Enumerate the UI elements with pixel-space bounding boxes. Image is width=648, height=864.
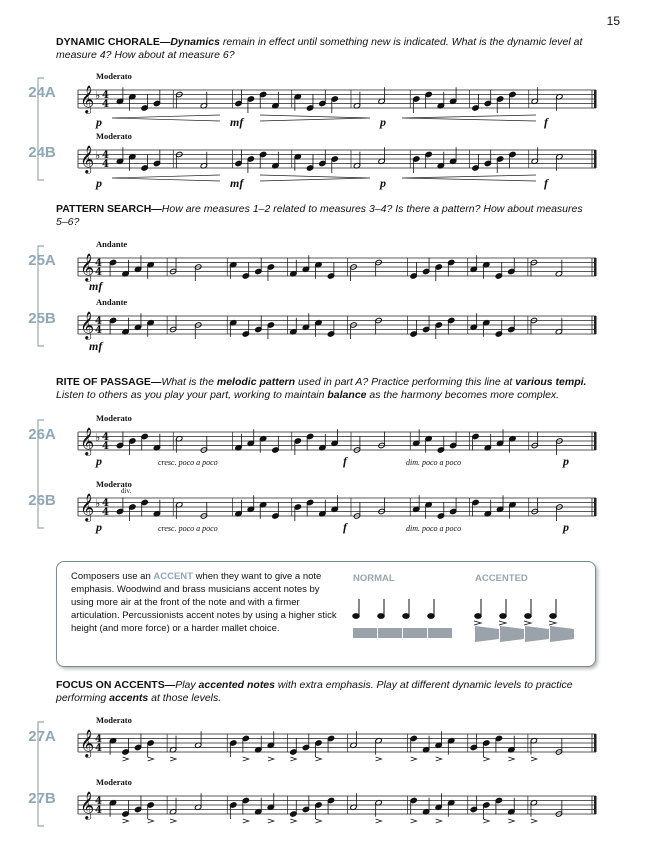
note bbox=[116, 498, 123, 515]
dim-marking: dim. poco a poco bbox=[406, 458, 462, 467]
note bbox=[410, 735, 417, 761]
note bbox=[555, 738, 562, 755]
note bbox=[195, 322, 202, 339]
note bbox=[472, 499, 479, 516]
decrescendo-hairpin bbox=[260, 175, 370, 181]
section-dynamic-chorale: DYNAMIC CHORALE—Dynamics remain in effect until something new is indicated. What is the dynamic level at measure 4? How about at measure 6? bbox=[56, 36, 583, 61]
exercise-label: 25A bbox=[28, 252, 56, 269]
staff-24b bbox=[78, 145, 597, 174]
note bbox=[435, 322, 442, 339]
time-sig-bottom: 4 bbox=[95, 267, 102, 278]
note bbox=[470, 796, 477, 813]
dynamic-p: p bbox=[96, 454, 102, 468]
note bbox=[531, 432, 538, 449]
note bbox=[448, 317, 455, 334]
note bbox=[255, 316, 262, 333]
accented-title: ACCENTED bbox=[475, 573, 528, 584]
accent-mark bbox=[483, 757, 489, 761]
note bbox=[508, 798, 515, 823]
treble-clef-icon: 𝄞 bbox=[80, 85, 95, 113]
exercise-label: 27B bbox=[28, 790, 56, 807]
treble-clef-icon: 𝄞 bbox=[80, 729, 95, 757]
note bbox=[508, 316, 515, 333]
note bbox=[448, 259, 455, 276]
note bbox=[319, 150, 326, 167]
crescendo-hairpin bbox=[402, 175, 536, 181]
time-sig-top: 4 bbox=[95, 316, 102, 327]
note bbox=[267, 731, 274, 761]
note bbox=[422, 316, 429, 333]
exercise-label: 24A bbox=[28, 84, 56, 101]
note bbox=[484, 150, 491, 167]
note bbox=[272, 436, 279, 453]
note bbox=[410, 262, 417, 279]
note bbox=[306, 433, 313, 450]
accent-mark bbox=[376, 757, 382, 761]
note bbox=[410, 797, 417, 823]
section-title: DYNAMIC CHORALE— bbox=[56, 36, 171, 48]
dynamic-f: f bbox=[544, 115, 548, 129]
note bbox=[509, 91, 516, 108]
tempo-marking: Moderato bbox=[96, 479, 132, 489]
note bbox=[530, 317, 537, 334]
crescendo-hairpin bbox=[402, 115, 536, 121]
note bbox=[242, 262, 249, 279]
note bbox=[350, 322, 357, 339]
note bbox=[495, 320, 502, 337]
exercise-label: 24B bbox=[28, 144, 56, 161]
note bbox=[255, 258, 262, 275]
time-sig-bottom: 4 bbox=[95, 805, 102, 816]
note bbox=[259, 151, 266, 168]
note bbox=[437, 502, 444, 519]
note bbox=[509, 151, 516, 168]
tempo-marking: Andante bbox=[96, 297, 128, 307]
note bbox=[267, 322, 274, 339]
section-focus-on-accents: FOCUS ON ACCENTS—Play accented notes with extra emphasis. Play at different dynamic levels to practice performing accents at those levels. bbox=[56, 679, 573, 704]
note bbox=[259, 91, 266, 108]
staff-26b bbox=[78, 493, 597, 522]
section-title: FOCUS ON ACCENTS— bbox=[56, 679, 176, 691]
note bbox=[153, 150, 160, 167]
accent-mark bbox=[170, 757, 176, 761]
note bbox=[530, 800, 537, 823]
flat-icon: ♭ bbox=[95, 149, 101, 162]
accent-mark bbox=[376, 819, 382, 823]
flat-icon: ♭ bbox=[95, 89, 101, 102]
accent-mark bbox=[243, 819, 249, 823]
note bbox=[508, 258, 515, 275]
note bbox=[122, 738, 129, 761]
note bbox=[302, 796, 309, 813]
note bbox=[508, 736, 515, 761]
note bbox=[267, 264, 274, 281]
note bbox=[413, 96, 420, 113]
tempo-marking: Moderato bbox=[96, 777, 132, 787]
time-sig-bottom: 4 bbox=[95, 325, 102, 336]
dynamic-p: p bbox=[96, 176, 102, 190]
treble-clef-icon: 𝄞 bbox=[80, 311, 95, 339]
tempo-marking: Moderato bbox=[96, 413, 132, 423]
time-sig-top: 4 bbox=[102, 150, 109, 161]
time-sig-bottom: 4 bbox=[102, 159, 109, 170]
time-sig-top: 4 bbox=[95, 796, 102, 807]
staff-27a bbox=[78, 729, 597, 761]
treble-clef-icon: 𝄞 bbox=[80, 253, 95, 281]
note bbox=[495, 262, 502, 279]
note bbox=[109, 259, 116, 276]
exercise-label: 25B bbox=[28, 310, 56, 327]
note bbox=[327, 797, 334, 814]
note bbox=[556, 438, 563, 455]
flat-icon: ♭ bbox=[95, 431, 101, 444]
note bbox=[169, 316, 176, 333]
note bbox=[176, 91, 183, 108]
crescendo-hairpin bbox=[112, 175, 220, 181]
accent-term: ACCENT bbox=[153, 571, 193, 582]
note bbox=[235, 150, 242, 167]
note bbox=[169, 798, 176, 823]
accent-mark bbox=[123, 819, 129, 823]
note bbox=[141, 499, 148, 516]
accent-mark bbox=[290, 757, 296, 761]
accent-mark bbox=[148, 757, 154, 761]
tempo-marking: Moderato bbox=[96, 71, 132, 81]
tempo-marking: Moderato bbox=[96, 131, 132, 141]
note bbox=[141, 94, 148, 111]
accent-mark bbox=[411, 757, 417, 761]
note bbox=[327, 262, 334, 279]
note bbox=[200, 436, 207, 453]
note bbox=[555, 800, 562, 817]
note bbox=[319, 90, 326, 107]
accent-mark bbox=[148, 819, 154, 823]
time-sig-bottom: 4 bbox=[102, 99, 109, 110]
note bbox=[425, 151, 432, 168]
note bbox=[147, 740, 154, 761]
note bbox=[242, 320, 249, 337]
note bbox=[425, 91, 432, 108]
dynamic-mf: mf bbox=[230, 176, 244, 190]
note bbox=[437, 436, 444, 453]
decrescendo-hairpin bbox=[260, 115, 370, 121]
time-sig-top: 4 bbox=[95, 258, 102, 269]
accent-mark bbox=[508, 819, 514, 823]
note bbox=[290, 800, 297, 823]
accent-mark bbox=[315, 819, 321, 823]
note bbox=[122, 800, 129, 823]
note bbox=[242, 735, 249, 761]
staff-24a bbox=[78, 85, 597, 114]
staff-25a bbox=[78, 253, 597, 282]
div-marking: div. bbox=[121, 487, 132, 495]
note bbox=[435, 793, 442, 823]
time-sig-bottom: 4 bbox=[95, 743, 102, 754]
time-sig-bottom: 4 bbox=[102, 507, 109, 518]
dynamic-mf: mf bbox=[230, 115, 244, 129]
note bbox=[375, 317, 382, 334]
tempo-marking: Moderato bbox=[96, 715, 132, 725]
treble-clef-icon: 𝄞 bbox=[80, 427, 95, 455]
accent-mark bbox=[243, 757, 249, 761]
note bbox=[242, 797, 249, 823]
accent-mark bbox=[170, 819, 176, 823]
accent-mark bbox=[315, 757, 321, 761]
note bbox=[267, 793, 274, 823]
note bbox=[378, 498, 385, 515]
note bbox=[230, 802, 237, 819]
note bbox=[483, 740, 490, 761]
tempo-marking: Andante bbox=[96, 239, 128, 249]
time-sig-top: 4 bbox=[102, 498, 109, 509]
note bbox=[315, 802, 322, 823]
note bbox=[134, 734, 141, 751]
note bbox=[496, 96, 503, 113]
staff-25b bbox=[78, 311, 597, 340]
section-title: PATTERN SEARCH— bbox=[56, 203, 162, 215]
note bbox=[422, 258, 429, 275]
normal-title: NORMAL bbox=[353, 573, 395, 584]
note bbox=[327, 735, 334, 752]
accent-mark bbox=[483, 819, 489, 823]
note bbox=[353, 436, 360, 453]
page-number: 15 bbox=[606, 14, 620, 28]
dynamic-p: p bbox=[563, 454, 569, 468]
callout-text: Composers use an ACCENT when they want to give a note emphasis. Woodwind and brass musicians accent notes by using more air at the front of the note and with a firmer articulation. Percussionists accent notes by using a higher stick height (and more force) or a harder mallet choice. bbox=[71, 571, 337, 634]
dynamic-f: f bbox=[343, 454, 347, 468]
note bbox=[195, 264, 202, 281]
note bbox=[302, 734, 309, 751]
note bbox=[141, 433, 148, 450]
note bbox=[134, 796, 141, 813]
note bbox=[153, 90, 160, 107]
accent-mark bbox=[531, 757, 537, 761]
note bbox=[169, 258, 176, 275]
note bbox=[472, 154, 479, 171]
treble-clef-icon: 𝄞 bbox=[80, 145, 95, 173]
staff-26a bbox=[78, 427, 597, 456]
note bbox=[530, 259, 537, 276]
note bbox=[472, 94, 479, 111]
exercise-label: 26A bbox=[28, 426, 56, 443]
note bbox=[410, 320, 417, 337]
cresc-marking: cresc. poco a poco bbox=[158, 524, 218, 533]
accent-mark bbox=[411, 819, 417, 823]
time-sig-top: 4 bbox=[102, 432, 109, 443]
note bbox=[306, 154, 313, 171]
note bbox=[353, 502, 360, 519]
dynamic-f: f bbox=[544, 176, 548, 190]
note bbox=[306, 94, 313, 111]
note bbox=[556, 504, 563, 521]
note bbox=[378, 432, 385, 449]
note bbox=[331, 96, 338, 113]
note bbox=[306, 499, 313, 516]
accent-mark bbox=[268, 757, 274, 761]
note bbox=[435, 731, 442, 761]
accent-mark bbox=[436, 757, 442, 761]
crescendo-hairpin bbox=[112, 115, 220, 121]
exercise-label: 26B bbox=[28, 492, 56, 509]
note bbox=[331, 156, 338, 173]
note bbox=[169, 736, 176, 761]
note bbox=[495, 735, 502, 752]
note bbox=[327, 320, 334, 337]
note bbox=[116, 432, 123, 449]
accent-mark bbox=[123, 757, 129, 761]
accent-mark bbox=[508, 757, 514, 761]
dim-marking: dim. poco a poco bbox=[406, 524, 462, 533]
note bbox=[375, 259, 382, 276]
accent-mark bbox=[531, 819, 537, 823]
note bbox=[496, 156, 503, 173]
accent-mark bbox=[436, 819, 442, 823]
note bbox=[247, 96, 254, 113]
cresc-marking: cresc. poco a poco bbox=[158, 458, 218, 467]
note bbox=[200, 502, 207, 519]
time-sig-top: 4 bbox=[95, 734, 102, 745]
note bbox=[315, 740, 322, 761]
note bbox=[495, 797, 502, 814]
flat-icon: ♭ bbox=[95, 497, 101, 510]
dynamic-p: p bbox=[380, 176, 386, 190]
note bbox=[129, 438, 136, 455]
section-rite-of-passage: RITE OF PASSAGE—What is the melodic pattern used in part A? Practice performing this line at various tempi. Listen to others as you play your part, working to maintain balance as the harmony becomes more complex. bbox=[56, 376, 587, 401]
note bbox=[272, 502, 279, 519]
note bbox=[141, 154, 148, 171]
note bbox=[109, 317, 116, 334]
note bbox=[350, 264, 357, 281]
note bbox=[230, 740, 237, 757]
treble-clef-icon: 𝄞 bbox=[80, 493, 95, 521]
note bbox=[375, 738, 382, 761]
note bbox=[247, 156, 254, 173]
note bbox=[450, 498, 457, 515]
dynamic-p: p bbox=[96, 520, 102, 534]
section-title: RITE OF PASSAGE— bbox=[56, 376, 162, 388]
dynamic-p: p bbox=[380, 115, 386, 129]
note bbox=[129, 504, 136, 521]
staff-27b bbox=[78, 791, 597, 823]
note bbox=[413, 156, 420, 173]
time-sig-top: 4 bbox=[102, 90, 109, 101]
note bbox=[375, 800, 382, 823]
note bbox=[483, 802, 490, 823]
dynamic-mf: mf bbox=[89, 279, 103, 293]
accent-mark bbox=[290, 819, 296, 823]
note bbox=[531, 498, 538, 515]
exercise-label: 27A bbox=[28, 728, 56, 745]
note bbox=[235, 90, 242, 107]
dynamic-f: f bbox=[343, 520, 347, 534]
note bbox=[290, 738, 297, 761]
note bbox=[147, 802, 154, 823]
note bbox=[450, 432, 457, 449]
note bbox=[294, 438, 301, 455]
treble-clef-icon: 𝄞 bbox=[80, 791, 95, 819]
note bbox=[470, 734, 477, 751]
time-sig-bottom: 4 bbox=[102, 441, 109, 452]
note bbox=[472, 433, 479, 450]
section-pattern-search: PATTERN SEARCH—How are measures 1–2 related to measures 3–4? Is there a pattern? How about measures 5–6? bbox=[56, 203, 583, 228]
note bbox=[435, 264, 442, 281]
dynamic-p: p bbox=[563, 520, 569, 534]
note bbox=[176, 151, 183, 168]
note bbox=[530, 738, 537, 761]
dynamic-mf: mf bbox=[89, 339, 103, 353]
accent-mark bbox=[268, 819, 274, 823]
note bbox=[484, 90, 491, 107]
dynamic-p: p bbox=[96, 115, 102, 129]
note bbox=[294, 504, 301, 521]
